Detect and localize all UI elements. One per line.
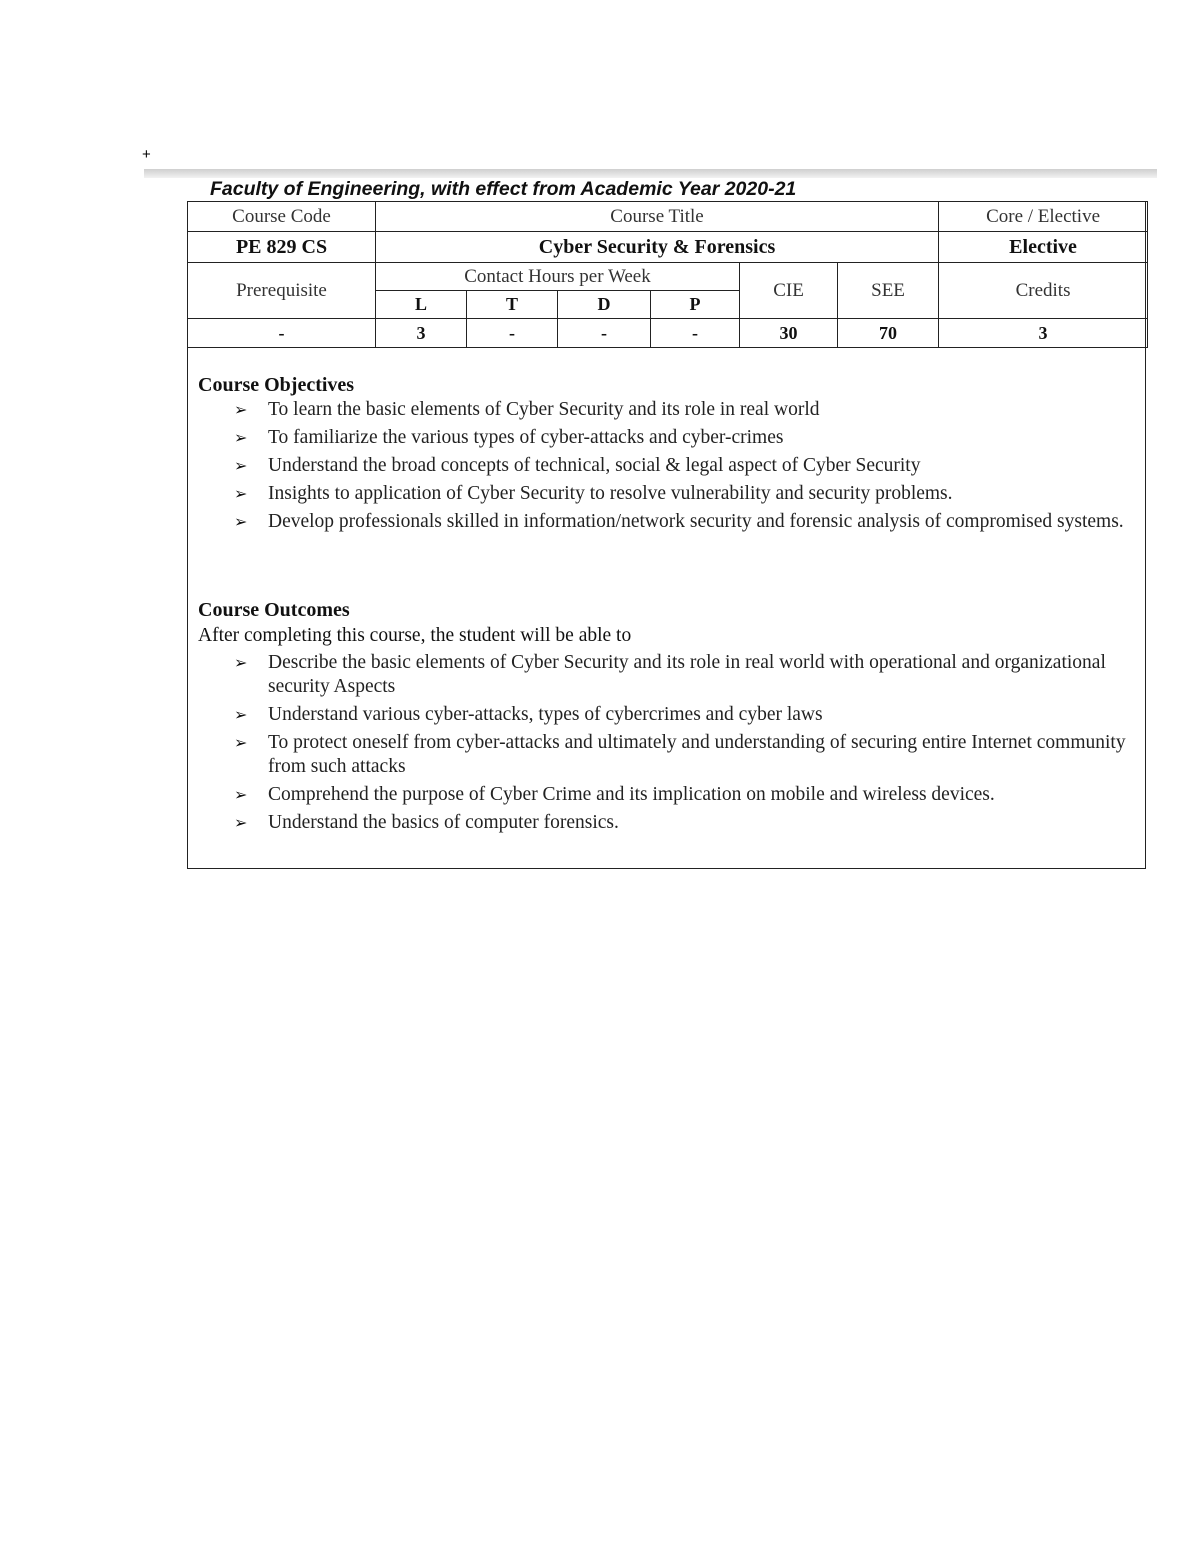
arrow-bullet-icon: ➢ bbox=[234, 400, 248, 419]
outcomes-intro: After completing this course, the student will be able to bbox=[198, 625, 632, 646]
l-value: 3 bbox=[376, 319, 467, 348]
cie-label: CIE bbox=[740, 263, 838, 319]
outcomes-section bbox=[198, 597, 1138, 839]
course-code-value: PE 829 CS bbox=[188, 232, 376, 263]
list-item: ➢ Develop professionals skilled in information/network security and forensic analysis of compromised systems. bbox=[234, 511, 1124, 532]
outcomes-list bbox=[198, 651, 1138, 835]
list-item: ➢ Understand the basics of computer forensics. bbox=[234, 812, 619, 833]
table-hours-header-row bbox=[188, 263, 1148, 291]
t-value: - bbox=[467, 319, 558, 348]
arrow-bullet-icon: ➢ bbox=[234, 785, 248, 804]
cie-value: 30 bbox=[740, 319, 838, 348]
plus-mark: + bbox=[142, 146, 151, 163]
prerequisite-value: - bbox=[188, 319, 376, 348]
t-label: T bbox=[467, 291, 558, 319]
arrow-bullet-icon: ➢ bbox=[234, 484, 248, 503]
p-value: - bbox=[651, 319, 740, 348]
list-item: ➢ Understand the broad concepts of technical, social & legal aspect of Cyber Security bbox=[234, 455, 921, 476]
arrow-bullet-icon: ➢ bbox=[234, 813, 248, 832]
credits-label: Credits bbox=[939, 263, 1148, 319]
faculty-heading: Faculty of Engineering, with effect from Academic Year 2020-21 bbox=[210, 178, 797, 200]
list-item: ➢ Describe the basic elements of Cyber Security and its role in real world with operational and organizational security Aspects bbox=[234, 652, 1106, 697]
table-header-row bbox=[188, 202, 1148, 232]
header-course-title: Course Title bbox=[376, 202, 939, 232]
contact-hours-label: Contact Hours per Week bbox=[376, 263, 740, 291]
arrow-bullet-icon: ➢ bbox=[234, 512, 248, 531]
list-item: ➢ To protect oneself from cyber-attacks and ultimately and understanding of securing entire Internet community from such attacks bbox=[234, 732, 1126, 777]
arrow-bullet-icon: ➢ bbox=[234, 733, 248, 752]
header-course-code: Course Code bbox=[188, 202, 376, 232]
objectives-section bbox=[198, 372, 1138, 538]
p-label: P bbox=[651, 291, 740, 319]
prerequisite-label: Prerequisite bbox=[188, 263, 376, 319]
credits-value: 3 bbox=[939, 319, 1148, 348]
list-item: ➢ Comprehend the purpose of Cyber Crime and its implication on mobile and wireless devices. bbox=[234, 784, 995, 805]
table-data-row bbox=[188, 319, 1148, 348]
arrow-bullet-icon: ➢ bbox=[234, 428, 248, 447]
arrow-bullet-icon: ➢ bbox=[234, 653, 248, 672]
objectives-list bbox=[198, 398, 1138, 534]
list-item: ➢ Insights to application of Cyber Security to resolve vulnerability and security problems. bbox=[234, 483, 953, 504]
header-core-elective: Core / Elective bbox=[939, 202, 1148, 232]
see-label: SEE bbox=[838, 263, 939, 319]
list-item: ➢ Understand various cyber-attacks, types of cybercrimes and cyber laws bbox=[234, 704, 823, 725]
list-item: ➢ To familiarize the various types of cyber-attacks and cyber-crimes bbox=[234, 427, 784, 448]
see-value: 70 bbox=[838, 319, 939, 348]
course-title-value: Cyber Security & Forensics bbox=[376, 232, 939, 263]
outcomes-title: Course Outcomes bbox=[198, 599, 350, 621]
table-course-row bbox=[188, 232, 1148, 263]
l-label: L bbox=[376, 291, 467, 319]
list-item: ➢ To learn the basic elements of Cyber Security and its role in real world bbox=[234, 399, 820, 420]
top-rule bbox=[144, 169, 1157, 178]
objectives-title: Course Objectives bbox=[198, 374, 355, 396]
d-label: D bbox=[558, 291, 651, 319]
core-elective-value: Elective bbox=[939, 232, 1148, 263]
course-info-table bbox=[187, 201, 1148, 348]
arrow-bullet-icon: ➢ bbox=[234, 705, 248, 724]
arrow-bullet-icon: ➢ bbox=[234, 456, 248, 475]
d-value: - bbox=[558, 319, 651, 348]
